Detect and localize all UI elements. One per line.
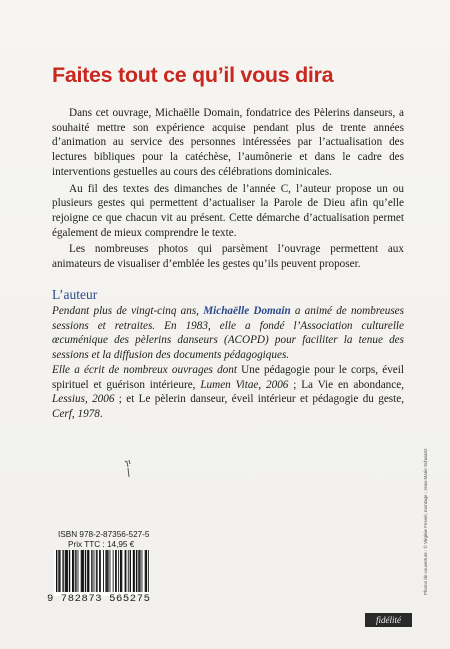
author-paragraph: Elle a écrit de nombreux ouvrages dont Une pédagogie pour le corps, éveil spirituel et guérison intérieure, Lumen Vitae, 2006 ; La Vie en abondance, Lessius, 2006 ; et Le pèlerin danseur, éveil intérieur et pédagogie du geste, Cerf, 1978.	[52, 363, 405, 420]
author-bio	[52, 304, 404, 422]
author-heading: L’auteur	[52, 287, 98, 302]
isbn: ISBN 978-2-87356-527-5	[58, 530, 150, 539]
page-title: Faites tout ce qu’il vous dira	[52, 63, 334, 87]
barcode-digits: 9 782873 565275	[47, 593, 151, 605]
barcode	[54, 550, 150, 596]
price: Prix TTC : 14,95 €	[68, 540, 135, 549]
publisher-logo: fidélité	[365, 613, 412, 627]
isbn-block	[58, 530, 150, 550]
author-name: Michaëlle Domain	[203, 305, 291, 317]
description-paragraph: Les nombreuses photos qui parsèment l’ouvrage permettent aux animateurs de visualiser d’emblée les gestes qu’ils peuvent proposer.	[52, 243, 404, 271]
description-paragraph: Au fil des textes des dimanches de l’année C, l’auteur propose un ou plusieurs gestes qui permettent d’actualiser la Parole de Dieu afin qu’elle rejoigne ce que chacun vit au présent. Cette démarche d’actualisation permet également de mieux comprendre le texte.	[52, 182, 404, 239]
description	[52, 106, 404, 274]
barcode-bars	[54, 550, 150, 592]
photo-credit: Photos de couverture : © Virginie Fessel, montage : Jean-Marie Schwartz	[423, 448, 428, 595]
ink-mark-icon	[122, 458, 136, 480]
description-paragraph: Dans cet ouvrage, Michaëlle Domain, fondatrice des Pèlerins danseurs, a souhaité mettre son expérience acquise pendant plus de trente années d’animation au service des personnes intéressées par l’actualisation des lectures bibliques pour la catéchèse, l’aumônerie et dans le cadre des interventions gestuelles au cours des célébrations dominicales.	[52, 107, 404, 178]
author-paragraph: Pendant plus de vingt-cinq ans, Michaëlle Domain a animé de nombreuses sessions et retraites. En 1983, elle a fondé l’Association culturelle œcuménique des pèlerins danseurs (ACOPD) pour faciliter la tenue des sessions et la diffusion des documents pédagogiques.	[52, 305, 404, 362]
